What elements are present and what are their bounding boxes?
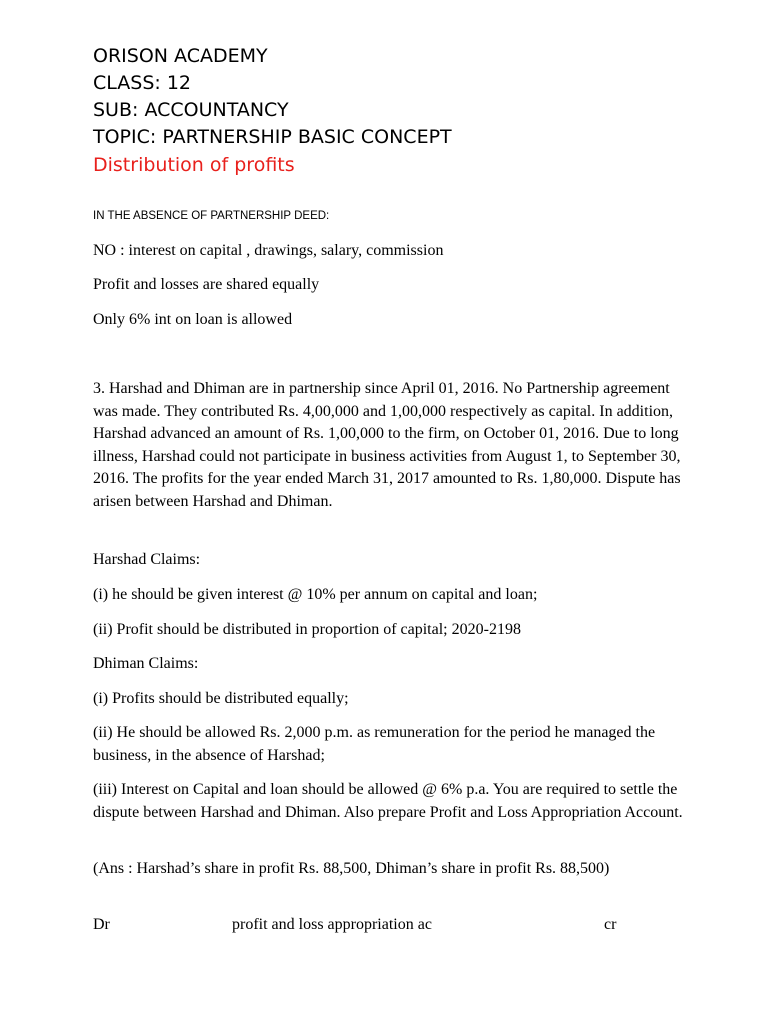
rule-item: Profit and losses are shared equally — [93, 276, 320, 293]
subject-label: SUB: ACCOUNTANCY — [93, 99, 289, 121]
class-label: CLASS: 12 — [93, 72, 192, 94]
dhiman-claim-item: (i) Profits should be distributed equally; — [93, 690, 349, 707]
account-dr-label: Dr — [93, 916, 110, 933]
topic-label: TOPIC: PARTNERSHIP BASIC CONCEPT — [93, 126, 452, 148]
harshad-claim-item: (i) he should be given interest @ 10% per annum on capital and loan; — [93, 586, 538, 603]
account-title: profit and loss appropriation ac — [232, 916, 432, 933]
dhiman-claims-heading: Dhiman Claims: — [93, 655, 199, 672]
answer-text: (Ans : Harshad’s share in profit Rs. 88,500, Dhiman’s share in profit Rs. 88,500) — [93, 860, 610, 877]
dhiman-claim-item: (ii) He should be allowed Rs. 2,000 p.m. as remuneration for the period he managed the business, in the absence of Harshad; — [93, 724, 656, 764]
account-cr-label: cr — [604, 916, 617, 933]
rule-item: NO : interest on capital , drawings, salary, commission — [93, 242, 444, 259]
harshad-claims-heading: Harshad Claims: — [93, 551, 201, 568]
rule-item: Only 6% int on loan is allowed — [93, 311, 293, 328]
question-text: 3. Harshad and Dhiman are in partnership since April 01, 2016. No Partnership agreement was made. They contributed Rs. 4,00,000 and 1,00,000 respectively as capital. In addition, Harshad advanced an amount of Rs. 1,00,000 to the firm, on October 01, 2016. Due to long illness, Harshad could not participate in business activities from August 1, to September 30, 2016. The profits for the year ended March 31, 2017 amounted to Rs. 1,80,000. Dispute has arisen between Harshad and Dhiman. — [93, 380, 681, 510]
section-subtitle: Distribution of profits — [93, 154, 295, 176]
rules-heading: IN THE ABSENCE OF PARTNERSHIP DEED: — [93, 210, 330, 222]
school-name: ORISON ACADEMY — [93, 45, 268, 67]
harshad-claim-item: (ii) Profit should be distributed in proportion of capital; 2020-2198 — [93, 621, 521, 638]
dhiman-claim-item: (iii) Interest on Capital and loan should be allowed @ 6% p.a. You are required to settle the dispute between Harshad and Dhiman. Also prepare Profit and Loss Appropriation Account. — [93, 781, 683, 821]
